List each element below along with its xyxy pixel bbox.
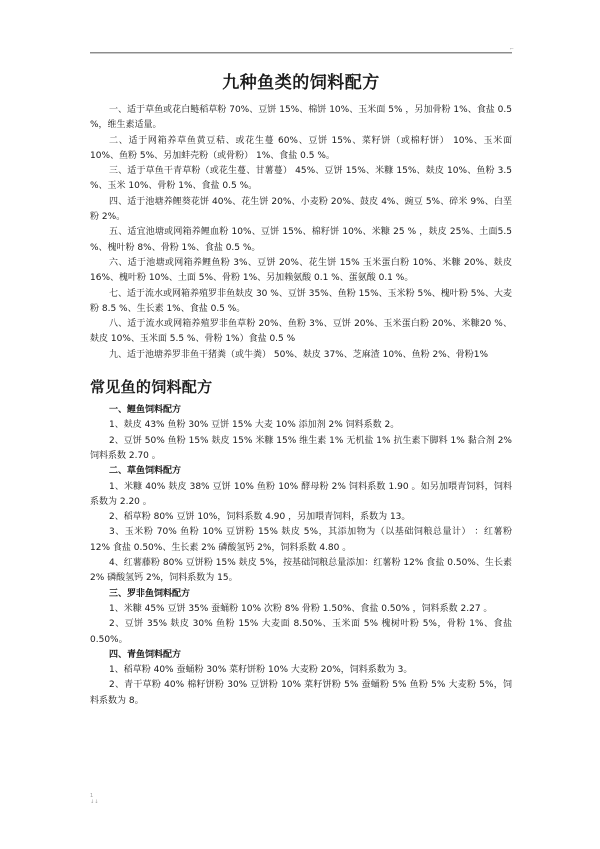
footer-mark-line-1: 1 [90,793,94,799]
subsection-heading: 二、草鱼饲料配方 [109,466,182,477]
subsection-heading: 一、鲤鱼饲料配方 [109,405,182,416]
section-common-fish-formulas [90,403,512,709]
formula-paragraph: 1、稻草粉 40% 蚕蛹粉 30% 菜籽饼粉 10% 大麦粉 20%，饲料系数为 3。 [109,665,413,676]
page-title: 九种鱼类的饲料配方 [222,73,380,93]
footer-mark [90,793,98,805]
formula-paragraph: 2、稻草粉 80% 豆饼 10%，饲料系数 4.90 ，另加喂青饲料，系数为 13。 [109,512,411,523]
section-heading-common-fish: 常见鱼的饲料配方 [90,378,213,397]
formula-paragraph: 2、青干草粉 40% 棉籽饼粉 30% 豆饼粉 10% 菜籽饼粉 5% 蚕蛹粉 5% 鱼粉 5% 大麦粉 5%，饲料系数为 8。 [90,680,512,706]
footer-mark-line-2: ↓↓ [90,799,99,805]
formula-paragraph: 七、适于流水或网箱养殖罗非鱼麸皮 30 %、豆饼 35%、鱼粉 15%、玉米粉 5%、槐叶粉 5%、大麦粉 8.5 %、生长素 1%、食盐 0.5 %。 [90,288,512,314]
formula-paragraph: 1、米糠 40% 麸皮 38% 豆饼 10% 鱼粉 10% 酵母粉 2% 饲料系数 1.90 。如另加喂青饲料，饲料系数为 2.20 。 [90,481,512,507]
formula-paragraph: 一、适于草鱼或花白鲢稻草粉 70%、豆饼 15%、棉饼 10%、玉米面 5% ，另加骨粉 1%、食盐 0.5 %，维生素适量。 [90,105,512,131]
formula-paragraph: 二、适于网箱养草鱼黄豆秸、或花生蔓 60%、豆饼 15%、菜籽饼（或棉籽饼） 10%、玉米面 10%、鱼粉 5%、另加蚌壳粉（或骨粉） 1%、食盐 0.5 %。 [90,135,512,161]
document-content [90,64,512,709]
header-rule-mark: ⌐ [509,46,514,52]
formula-paragraph: 2、豆饼 50% 鱼粉 15% 麸皮 15% 米糠 15% 维生素 1% 无机盐 1% 抗生素下脚料 1% 黏合剂 2% 饲料系数 2.70 。 [90,435,512,461]
section-nine-fish-formulas [90,103,512,363]
subsection-heading: 三、罗非鱼饲料配方 [109,588,191,599]
formula-paragraph: 三、适于草鱼干青草粉（或花生蔓、甘薯蔓） 45%、豆饼 15%、米糠 15%、麸皮 10%、鱼粉 3.5 %、玉米 10%、骨粉 1%、食盐 0.5 %。 [90,166,512,192]
formula-paragraph: 1、米糠 45% 豆饼 35% 蚕蛹粉 10% 次粉 8% 骨粉 1.50%、食盐 0.50% ，饲料系数 2.27 。 [109,603,493,614]
formula-paragraph: 五、适宜池塘或网箱养鲤血粉 10%、豆饼 15%、棉籽饼 10%、米糠 25 % ，麸皮 25%、土面5.5 %、槐叶粉 8%、骨粉 1%、食盐 0.5 %。 [90,227,512,253]
formula-paragraph: 4、红薯藤粉 80% 豆饼粉 15% 麸皮 5%，按基础饲粮总量添加：红薯粉 12% 食盐 0.50%、生长素 2% 磷酸氢钙 2%，饲料系数为 15。 [90,558,512,584]
formula-paragraph: 九、适于池塘养罗非鱼干猪粪（或牛粪） 50%、麸皮 37%、芝麻渣 10%、鱼粉 2%、骨粉1% [109,349,489,360]
formula-paragraph: 六、适于池塘或网箱养鲤鱼粉 3%、豆饼 20%、花生饼 15% 玉米蛋白粉 10%、米糠 20%、麸皮 16%、槐叶粉 10%、土面 5%、骨粉 1%、另加赖氨酸 0.1 %、蛋氨酸 0.1 %。 [90,257,512,284]
header-rule [90,46,514,55]
formula-paragraph: 四、适于池塘养鲤葵花饼 40%、花生饼 20%、小麦粉 20%、鼓皮 4%、豌豆 5%、碎米 9%、白垩粉 2%。 [90,196,512,223]
formula-paragraph: 八、适于流水或网箱养殖罗非鱼草粉 20%、鱼粉 3%、豆饼 20%、玉米蛋白粉 20%、米糠20 %、麸皮 10%、玉米面 5.5 %、骨粉 1%）食盐 0.5 % [90,319,512,345]
subsection-heading: 四、青鱼饲料配方 [109,649,182,660]
formula-paragraph: 2、豆饼 35% 麸皮 30% 鱼粉 15% 大麦面 8.50%、玉米面 5% 槐树叶粉 5%，骨粉 1%、食盐0.50%。 [90,619,512,645]
header-divider-line [90,52,512,54]
formula-paragraph: 1、麸皮 43% 鱼粉 30% 豆饼 15% 大麦 10% 添加剂 2% 饲料系数 2。 [109,420,400,431]
formula-paragraph: 3、玉米粉 70% 鱼粉 10% 豆饼粉 15% 麸皮 5%，其添加物为（以基础饲粮总量计） ：红薯粉 12% 食盐 0.50%、生长素 2% 磷酸氢钙 2%，饲料系数 4.80 。 [90,527,512,553]
